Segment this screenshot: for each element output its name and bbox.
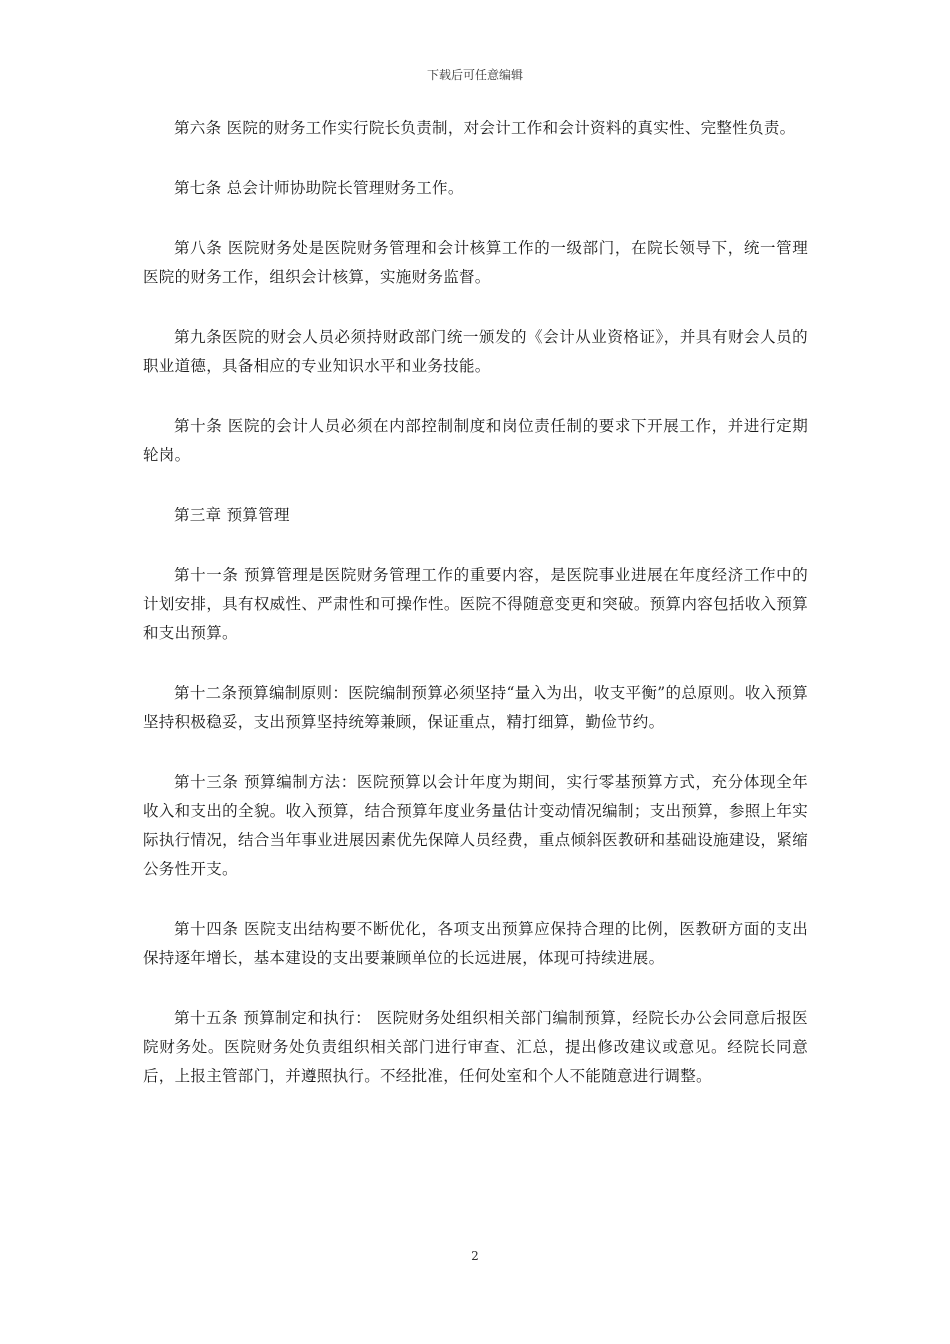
article-11: 第十一条 预算管理是医院财务管理工作的重要内容，是医院事业进展在年度经济工作中的计划安排，具有权威性、严肃性和可操作性。医院不得随意变更和突破。预算内容包括收入预算和支出预算。: [143, 566, 808, 642]
article-7: 第七条 总会计师协助院长管理财务工作。: [174, 179, 464, 197]
article-14: 第十四条 医院支出结构要不断优化，各项支出预算应保持合理的比例，医教研方面的支出保持逐年增长，基本建设的支出要兼顾单位的长远进展，体现可持续进展。: [143, 920, 808, 967]
page-number: 2: [471, 1249, 479, 1263]
article-8: 第八条 医院财务处是医院财务管理和会计核算工作的一级部门，在院长领导下，统一管理医院的财务工作，组织会计核算，实施财务监督。: [143, 239, 808, 286]
chapter-heading: 第三章 预算管理: [174, 506, 290, 524]
article-6: 第六条 医院的财务工作实行院长负责制，对会计工作和会计资料的真实性、完整性负责。: [174, 119, 796, 137]
article-12: 第十二条预算编制原则：医院编制预算必须坚持“量入为出，收支平衡”的总原则。收入预算坚持积极稳妥，支出预算坚持统筹兼顾，保证重点，精打细算，勤俭节约。: [143, 684, 808, 731]
page-header: 下载后可任意编辑: [426, 68, 523, 82]
article-13: 第十三条 预算编制方法：医院预算以会计年度为期间，实行零基预算方式，充分体现全年收入和支出的全貌。收入预算，结合预算年度业务量估计变动情况编制；支出预算，参照上年实际执行情况，结合当年事业进展因素优先保障人员经费，重点倾斜医教研和基础设施建设，紧缩公务性开支。: [143, 773, 808, 878]
document-body: [143, 114, 808, 1122]
article-9: 第九条医院的财会人员必须持财政部门统一颁发的《会计从业资格证》，并具有财会人员的职业道德，具备相应的专业知识水平和业务技能。: [143, 328, 808, 375]
article-15: 第十五条 预算制定和执行： 医院财务处组织相关部门编制预算，经院长办公会同意后报医院财务处。医院财务处负责组织相关部门进行审查、汇总，提出修改建议或意见。经院长同意后，上报主管部门，并遵照执行。不经批准，任何处室和个人不能随意进行调整。: [143, 1009, 808, 1085]
article-10: 第十条 医院的会计人员必须在内部控制制度和岗位责任制的要求下开展工作，并进行定期轮岗。: [143, 417, 808, 464]
